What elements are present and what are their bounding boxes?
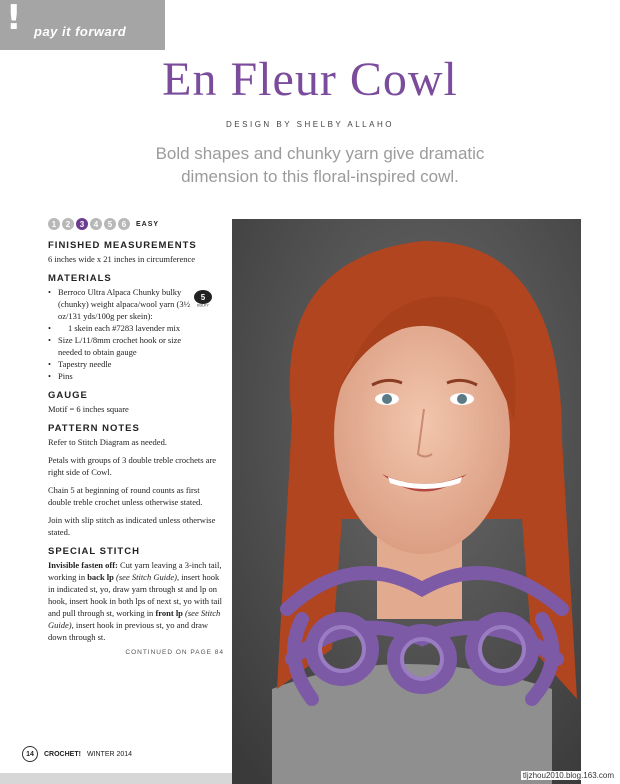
pattern-note: Petals with groups of 3 double treble crochets are right side of Cowl. <box>48 455 217 477</box>
skill-dot: 5 <box>104 218 116 230</box>
materials-item: • Berroco Ultra Alpaca Chunky bulky (chunky) weight alpaca/wool yarn (3½ oz/131 yds/100g per skein): <box>48 286 198 322</box>
yarn-weight-number: 5 <box>200 293 206 302</box>
special-stitch-heading: SPECIAL STITCH <box>48 546 140 557</box>
skill-level <box>48 218 224 230</box>
model-photo <box>232 219 581 784</box>
skill-dot-active: 3 <box>76 218 88 230</box>
pattern-note: Join with slip stitch as indicated unless otherwise stated. <box>48 515 216 537</box>
watermark: tljzhou2010.blog.163.com <box>522 771 614 780</box>
pattern-note: Refer to Stitch Diagram as needed. <box>48 437 167 447</box>
exclamation-icon: ! <box>6 0 22 38</box>
materials-item: • Size L/11/8mm crochet hook or size needed to obtain gauge <box>48 334 198 358</box>
magazine-name: CROCHET! <box>44 750 81 758</box>
section-tab <box>0 0 165 50</box>
skill-dot: 1 <box>48 218 60 230</box>
byline: DESIGN BY SHELBY ALLAHO <box>226 120 394 129</box>
stitch-italic: (see Stitch Guide) <box>48 608 221 630</box>
page-footer <box>22 746 132 762</box>
materials-subitem: • 1 skein each #7283 lavender mix <box>48 322 198 334</box>
pattern-notes-heading: PATTERN NOTES <box>48 423 140 434</box>
stitch-italic: (see Stitch Guide) <box>113 572 177 582</box>
stitch-bold: back lp <box>87 572 114 582</box>
skill-dot: 6 <box>118 218 130 230</box>
stitch-text: , insert hook in previous st, yo and draw down through st. <box>48 620 209 642</box>
issue-label: WINTER 2014 <box>86 750 133 758</box>
yarn-weight-badge <box>192 289 214 307</box>
finished-text: 6 inches wide x 21 inches in circumference <box>48 254 196 264</box>
stitch-text: Cut yarn leaving a 3-inch tail, working in <box>48 560 222 582</box>
bottom-bar <box>0 773 232 784</box>
stitch-text: , insert hook in indicated st, yo, draw yarn through st and lp on hook, insert hook in both lps of next st, yo with tail and pull through st, working in <box>48 572 223 618</box>
materials-heading: MATERIALS <box>48 273 112 284</box>
finished-heading: FINISHED MEASUREMENTS <box>48 240 197 251</box>
yarn-weight-label: BULKY <box>197 303 209 307</box>
page-number: 14 <box>22 746 38 762</box>
gauge-text: Motif = 6 inches square <box>48 404 129 414</box>
materials-item: • Pins <box>48 370 198 382</box>
stitch-bold: front lp <box>155 608 183 618</box>
gauge-heading: GAUGE <box>48 390 88 401</box>
continued-note: CONTINUED ON PAGE 84 <box>125 649 224 656</box>
article-title: En Fleur Cowl <box>162 53 458 106</box>
section-label: pay it forward <box>34 24 127 39</box>
deck-text: Bold shapes and chunky yarn give dramatic dimension to this floral-inspired cowl. <box>155 144 485 186</box>
instructions-column <box>48 218 224 656</box>
skill-label: EASY <box>136 220 160 228</box>
materials-item: • Tapestry needle <box>48 358 198 370</box>
skill-dot: 2 <box>62 218 74 230</box>
pattern-note: Chain 5 at beginning of round counts as first double treble crochet unless otherwise stated. <box>48 485 203 507</box>
skill-dot: 4 <box>90 218 102 230</box>
special-stitch-text <box>48 559 224 643</box>
special-stitch-term: Invisible fasten off: <box>48 560 118 570</box>
